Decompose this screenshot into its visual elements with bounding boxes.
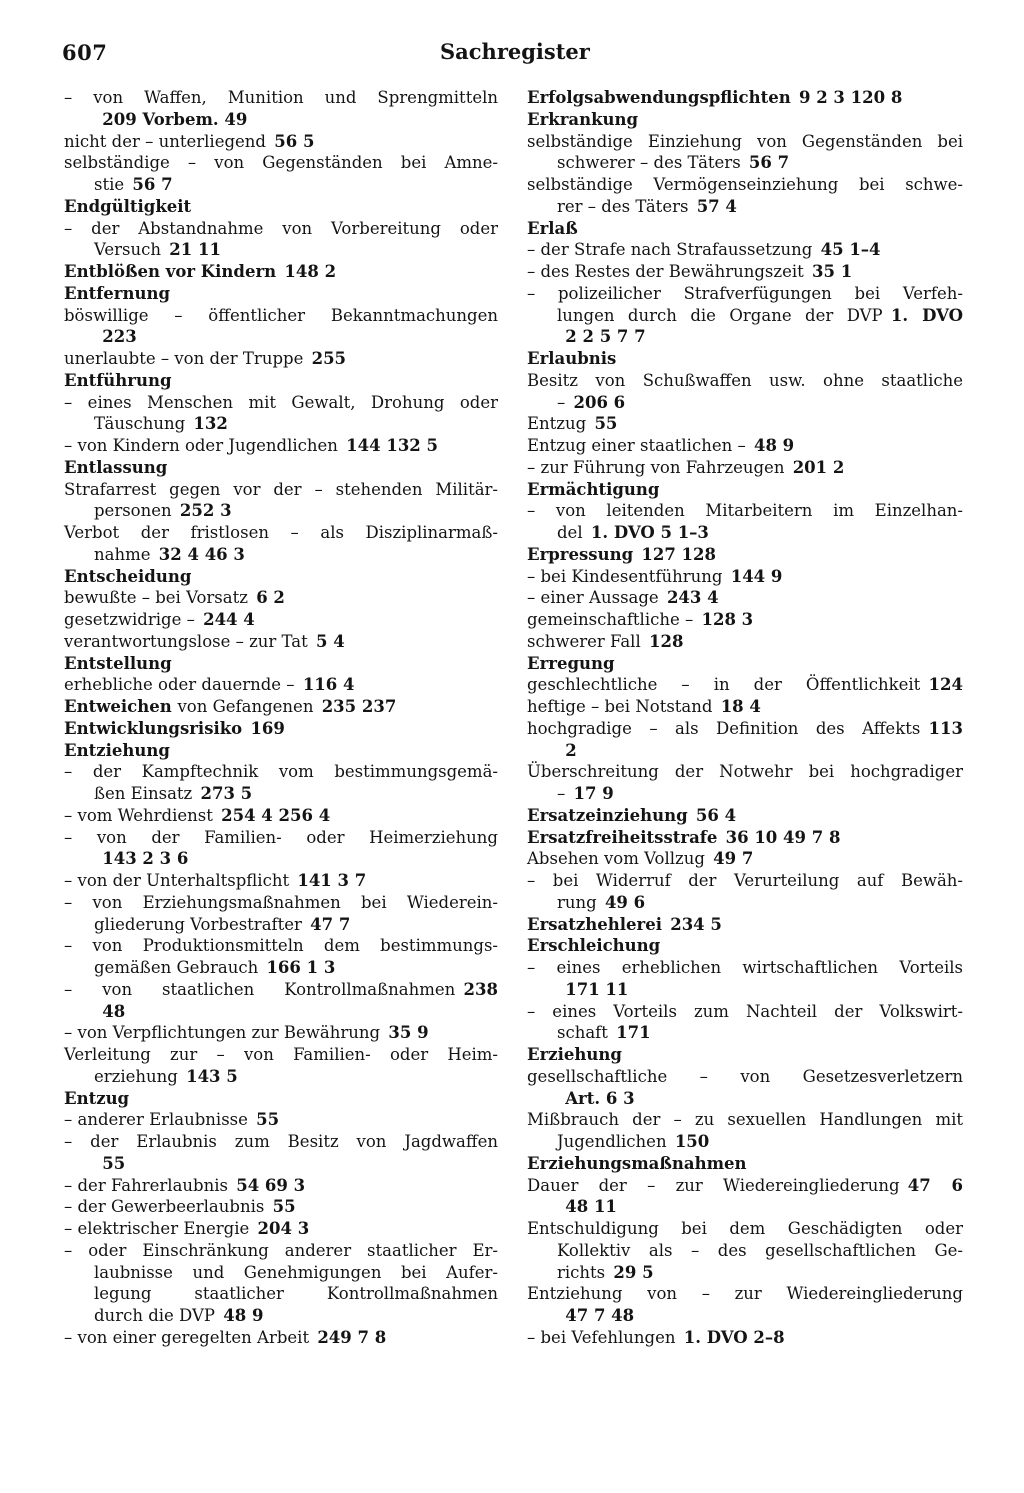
- index-entry: [64, 239, 498, 261]
- entry-text: laubnisse und Genehmigungen bei Aufer-: [94, 1262, 498, 1282]
- entry-reference: 32 4 46 3: [158, 544, 245, 564]
- index-entry: [64, 827, 498, 849]
- index-heading: [527, 935, 963, 957]
- index-entry: [64, 892, 498, 914]
- entry-reference: 55: [256, 1110, 280, 1130]
- index-entry: [64, 326, 498, 348]
- entry-text: Entweichen: [64, 697, 172, 716]
- index-entry: [527, 413, 963, 435]
- entry-reference: 116 4: [302, 675, 355, 695]
- index-entry: [527, 152, 963, 174]
- index-entry: [64, 1305, 498, 1327]
- page-number: 607: [62, 40, 108, 65]
- index-entry: [64, 1022, 498, 1044]
- entry-reference: 48 9: [223, 1306, 264, 1325]
- page-title: Sachregister: [440, 39, 590, 64]
- index-heading: [527, 805, 963, 827]
- entry-text: – der Kampftechnik vom bestimmungsgemä-: [64, 762, 498, 782]
- entry-text: Verleitung zur – von Familien- oder Heim-: [64, 1045, 498, 1064]
- index-heading: [527, 827, 963, 849]
- entry-text: – anderer Erlaubnisse: [64, 1110, 248, 1130]
- entry-reference: 36 10 49 7 8: [725, 827, 841, 847]
- entry-reference: 48: [102, 1001, 126, 1021]
- entry-text: – der Abstandnahme von Vorbereitung oder: [64, 218, 498, 238]
- index-entry: [64, 500, 498, 522]
- entry-text: Ersatzeinziehung: [527, 805, 688, 825]
- index-entry: [527, 1327, 963, 1349]
- entry-reference: 235 237: [321, 697, 397, 716]
- entry-text: – von leitenden Mitarbeitern im Einzelhan-: [527, 501, 963, 521]
- entry-text: Dauer der – zur Wiedereingliederung: [527, 1175, 900, 1195]
- entry-reference: 47 7 48: [565, 1306, 635, 1325]
- index-heading: [64, 283, 498, 305]
- entry-reference: 57 4: [696, 196, 737, 216]
- index-entry: [527, 1022, 963, 1044]
- index-entry: [64, 522, 498, 544]
- entry-text: gesetzwidrige –: [64, 610, 195, 629]
- entry-text: Jugendlichen: [557, 1132, 667, 1151]
- entry-text: Erfolgsabwendungspflichten: [527, 88, 791, 107]
- index-heading: [64, 566, 498, 588]
- index-entry: [64, 87, 498, 109]
- entry-text: Entschuldigung bei dem Geschädigten oder: [527, 1219, 963, 1238]
- entry-text: –: [557, 392, 566, 412]
- entry-reference: 18 4: [720, 697, 761, 716]
- index-entry: [527, 783, 963, 805]
- entry-reference: 244 4: [203, 610, 255, 629]
- index-entry: [64, 674, 498, 696]
- entry-text: – von Verpflichtungen zur Bewährung: [64, 1023, 381, 1043]
- index-entry: [527, 718, 963, 740]
- index-entry: [64, 1044, 498, 1066]
- index-entry: [527, 1109, 963, 1131]
- entry-text: Überschreitung der Notwehr bei hochgradiger: [527, 762, 963, 782]
- index-entry: [64, 783, 498, 805]
- entry-text: geschlechtliche – in der Öffentlichkeit: [527, 675, 921, 695]
- index-entry: [527, 1066, 963, 1088]
- entry-text: – von staatlichen Kontrollmaßnahmen: [64, 979, 456, 999]
- index-entry: [64, 1153, 498, 1175]
- entry-text: Verbot der fristlosen – als Disziplinarmaß-: [64, 523, 498, 542]
- entry-text: personen: [94, 501, 172, 521]
- index-entry: [527, 457, 963, 479]
- entry-reference: 55: [102, 1153, 126, 1173]
- entry-text: – des Restes der Bewährungszeit: [527, 262, 804, 281]
- entry-reference: 45 1–4: [820, 240, 881, 260]
- entry-text: – bei Widerruf der Verurteilung auf Bewäh-: [527, 871, 963, 890]
- entry-text: – von Kindern oder Jugendlichen: [64, 436, 338, 455]
- entry-text: Strafarrest gegen vor der – stehenden Militär-: [64, 479, 498, 499]
- index-heading: [527, 1044, 963, 1066]
- index-entry: [527, 587, 963, 609]
- index-entry: [527, 740, 963, 762]
- entry-reference: 113: [928, 718, 963, 738]
- entry-reference: Art. 6 3: [565, 1088, 635, 1108]
- entry-text: Absehen vom Vollzug: [527, 849, 705, 869]
- entry-reference: 48 11: [565, 1197, 617, 1217]
- index-entry: [64, 413, 498, 435]
- entry-reference: 249 7 8: [317, 1327, 387, 1347]
- index-entry: [527, 1001, 963, 1023]
- entry-reference: 54 69 3: [236, 1175, 306, 1195]
- index-entry: [527, 392, 963, 414]
- index-entry: [527, 522, 963, 544]
- index-entry: [527, 609, 963, 631]
- entry-text: Entzug: [64, 1088, 130, 1108]
- index-entry: [64, 1175, 498, 1197]
- entry-reference: 206 6: [573, 392, 626, 412]
- entry-text: verantwortungslose – zur Tat: [64, 631, 308, 651]
- entry-reference: 171 11: [565, 979, 629, 999]
- entry-text: Endgültigkeit: [64, 196, 192, 216]
- entry-reference: 148 2: [284, 262, 337, 281]
- entry-text: – bei Vefehlungen: [527, 1327, 676, 1347]
- entry-reference: 56 7: [132, 175, 173, 194]
- entry-text: Mißbrauch der – zu sexuellen Handlungen mit: [527, 1110, 963, 1130]
- index-heading: [64, 696, 498, 718]
- index-entry: [64, 957, 498, 979]
- entry-text: Entzug einer staatlichen –: [527, 436, 746, 455]
- entry-reference: 238: [463, 979, 498, 999]
- entry-text: del: [557, 523, 583, 542]
- entry-text: heftige – bei Notstand: [527, 697, 713, 716]
- entry-text: Kollektiv als – des gesellschaftlichen Ge-: [557, 1240, 963, 1260]
- entry-text: selbständige – von Gegenständen bei Amne-: [64, 153, 498, 173]
- entry-text: – eines Menschen mit Gewalt, Drohung oder: [64, 392, 498, 412]
- index-entry: [527, 1283, 963, 1305]
- entry-reference: 48 9: [753, 436, 795, 455]
- entry-reference: 143 2 3 6: [102, 849, 189, 869]
- entry-text: Erregung: [527, 653, 615, 673]
- entry-text: legung staatlicher Kontrollmaßnahmen: [94, 1284, 498, 1304]
- entry-text: Entziehung von – zur Wiedereingliederung: [527, 1284, 963, 1304]
- entry-reference: 2: [565, 740, 577, 760]
- index-heading: [64, 457, 498, 479]
- entry-text: Entfernung: [64, 283, 171, 303]
- entry-text: Erziehung: [527, 1045, 622, 1064]
- entry-text: nicht der – unterliegend: [64, 131, 266, 151]
- entry-text: hochgradige – als Definition des Affekts: [527, 718, 921, 738]
- entry-text: selbständige Vermögenseinziehung bei schwe-: [527, 175, 963, 194]
- entry-reference: 6 2: [256, 588, 285, 608]
- index-entry: [64, 609, 498, 631]
- entry-text: Entwicklungsrisiko: [64, 718, 243, 738]
- index-heading: [527, 87, 963, 109]
- entry-text: – von Produktionsmitteln dem bestimmungs-: [64, 936, 498, 956]
- entry-reference: 223: [102, 327, 137, 347]
- entry-text: –: [557, 784, 566, 803]
- entry-reference: 252 3: [179, 501, 232, 521]
- entry-text: – vom Wehrdienst: [64, 805, 213, 825]
- entry-text: Ermächtigung: [527, 479, 660, 499]
- entry-text: Erziehungsmaßnahmen: [527, 1153, 747, 1173]
- index-entry: [527, 1175, 963, 1197]
- entry-text: – bei Kindesentführung: [527, 566, 723, 586]
- entry-reference: 55: [594, 414, 618, 434]
- entry-reference: 56 4: [695, 805, 737, 825]
- index-heading: [527, 544, 963, 566]
- index-entry: [527, 674, 963, 696]
- entry-reference: 9 2 3 120 8: [798, 88, 903, 107]
- index-entry: [64, 848, 498, 870]
- index-entry: [64, 544, 498, 566]
- entry-reference: 166 1 3: [266, 958, 336, 977]
- entry-reference: 144 132 5: [346, 436, 439, 455]
- index-entry: [64, 435, 498, 457]
- index-entry: [64, 805, 498, 827]
- entry-text: Besitz von Schußwaffen usw. ohne staatliche: [527, 370, 963, 390]
- entry-text: stie: [94, 175, 125, 194]
- index-entry: [527, 1131, 963, 1153]
- index-heading: [527, 109, 963, 131]
- index-heading: [64, 740, 498, 762]
- entry-reference: 254 4 256 4: [221, 805, 331, 825]
- entry-reference: 127 128: [641, 544, 716, 564]
- entry-text: richts: [557, 1262, 606, 1282]
- entry-text: schwerer – des Täters: [557, 153, 741, 173]
- index-heading: [64, 370, 498, 392]
- entry-text: gliederung Vorbestrafter: [94, 914, 302, 934]
- index-heading: [64, 653, 498, 675]
- index-entry: [64, 761, 498, 783]
- index-entry: [527, 174, 963, 196]
- entry-text: unerlaubte – von der Truppe: [64, 349, 304, 368]
- index-heading: [527, 653, 963, 675]
- index-entry: [64, 479, 498, 501]
- entry-text: Entlassung: [64, 457, 168, 477]
- index-entry: [527, 870, 963, 892]
- entry-text: schwerer Fall: [527, 631, 641, 651]
- entry-text: Ersatzhehlerei: [527, 914, 662, 934]
- index-column-right: [527, 87, 963, 1349]
- index-entry: [64, 1131, 498, 1153]
- entry-text: – oder Einschränkung anderer staatlicher Er-: [64, 1240, 498, 1260]
- entry-text: – von der Unterhaltspflicht: [64, 871, 290, 890]
- entry-reference: 255: [311, 349, 347, 368]
- entry-text: – von einer geregelten Arbeit: [64, 1327, 310, 1347]
- entry-text: Entführung: [64, 370, 172, 390]
- entry-text: Erschleichung: [527, 936, 661, 956]
- entry-text: gemäßen Gebrauch: [94, 958, 259, 977]
- index-entry: [64, 1109, 498, 1131]
- index-entry: [527, 305, 963, 327]
- entry-text: Versuch: [94, 240, 162, 260]
- index-entry: [527, 848, 963, 870]
- entry-text: – zur Führung von Fahrzeugen: [527, 457, 785, 477]
- entry-reference: 21 11: [169, 240, 221, 260]
- index-entry: [527, 761, 963, 783]
- index-entry: [527, 500, 963, 522]
- index-entry: [64, 1196, 498, 1218]
- entry-text: erhebliche oder dauernde –: [64, 675, 295, 695]
- index-entry: [527, 239, 963, 261]
- entry-text: – elektrischer Energie: [64, 1219, 250, 1238]
- entry-text: – eines Vorteils zum Nachteil der Volkswirt-: [527, 1001, 963, 1021]
- index-heading: [527, 1153, 963, 1175]
- entry-text: – der Gewerbeerlaubnis: [64, 1197, 265, 1217]
- entry-reference: 17 9: [573, 784, 614, 803]
- entry-reference: 1. DVO 2–8: [683, 1327, 785, 1347]
- entry-text: nahme: [94, 544, 151, 564]
- index-entry: [64, 109, 498, 131]
- entry-reference: 171: [616, 1023, 651, 1043]
- entry-text: – der Strafe nach Strafaussetzung: [527, 240, 813, 260]
- entry-text: – polizeilicher Strafverfügungen bei Verfeh-: [527, 283, 963, 303]
- index-entry: [64, 131, 498, 153]
- entry-text: durch die DVP: [94, 1306, 215, 1325]
- index-entry: [64, 152, 498, 174]
- entry-text: Entzug: [527, 414, 587, 434]
- index-entry: [64, 1066, 498, 1088]
- index-entry: [527, 196, 963, 218]
- entry-reference: 150: [674, 1132, 710, 1151]
- entry-reference: 143 5: [186, 1066, 238, 1086]
- entry-reference: 47 6: [907, 1175, 963, 1195]
- entry-text: ßen Einsatz: [94, 784, 193, 803]
- index-heading: [64, 718, 498, 740]
- entry-reference: 49 7: [713, 849, 754, 869]
- index-heading: [527, 479, 963, 501]
- entry-reference: 201 2: [792, 457, 845, 477]
- index-entry: [527, 370, 963, 392]
- entry-text: – der Fahrerlaubnis: [64, 1175, 228, 1195]
- entry-tail-text: von Gefangenen: [177, 697, 314, 716]
- entry-reference: 29 5: [613, 1262, 654, 1282]
- index-entry: [527, 131, 963, 153]
- entry-reference: 1. DVO 5 1–3: [590, 523, 709, 542]
- index-heading: [527, 218, 963, 240]
- entry-text: böswillige – öffentlicher Bekanntmachungen: [64, 305, 498, 325]
- index-entry: [527, 1088, 963, 1110]
- index-entry: [527, 261, 963, 283]
- entry-text: bewußte – bei Vorsatz: [64, 588, 248, 608]
- entry-reference: 141 3 7: [297, 871, 367, 890]
- entry-reference: 273 5: [200, 784, 253, 803]
- entry-reference: 5 4: [316, 631, 345, 651]
- entry-text: – von Erziehungsmaßnahmen bei Wiederein-: [64, 892, 498, 912]
- entry-reference: 35 9: [388, 1023, 429, 1043]
- index-heading: [64, 196, 498, 218]
- entry-text: Erlaß: [527, 218, 578, 238]
- index-entry: [527, 957, 963, 979]
- index-heading: [64, 1088, 498, 1110]
- index-entry: [64, 1001, 498, 1023]
- entry-text: Erkrankung: [527, 109, 639, 129]
- index-entry: [527, 326, 963, 348]
- index-entry: [527, 283, 963, 305]
- entry-text: – von der Familien- oder Heimerziehung: [64, 827, 498, 847]
- entry-reference: 128 3: [701, 610, 754, 629]
- entry-reference: 132: [193, 414, 228, 434]
- index-entry: [64, 631, 498, 653]
- entry-text: Entstellung: [64, 653, 172, 673]
- index-entry: [64, 218, 498, 240]
- index-entry: [64, 1262, 498, 1284]
- entry-text: rer – des Täters: [557, 196, 689, 216]
- entry-text: rung: [557, 892, 597, 912]
- entry-reference: 55: [272, 1197, 296, 1217]
- index-entry: [64, 870, 498, 892]
- entry-text: gemeinschaftliche –: [527, 610, 694, 629]
- entry-text: erziehung: [94, 1066, 178, 1086]
- entry-reference: 47 7: [310, 914, 351, 934]
- entry-text: gesellschaftliche – von Gesetzesverletzern: [527, 1066, 963, 1086]
- index-entry: [527, 1196, 963, 1218]
- entry-reference: 56 5: [274, 131, 315, 151]
- entry-reference: 128: [648, 631, 684, 651]
- entry-text: Erlaubnis: [527, 349, 617, 368]
- index-entry: [527, 892, 963, 914]
- entry-reference: 124: [928, 675, 963, 695]
- entry-text: Täuschung: [94, 414, 186, 434]
- index-entry: [64, 392, 498, 414]
- index-entry: [64, 174, 498, 196]
- entry-reference: 2 2 5 7 7: [565, 327, 646, 347]
- index-entry: [64, 935, 498, 957]
- index-heading: [64, 261, 498, 283]
- entry-text: Entziehung: [64, 740, 170, 760]
- entry-reference: 144 9: [730, 566, 783, 586]
- entry-text: Entblößen vor Kindern: [64, 262, 277, 281]
- entry-text: – einer Aussage: [527, 588, 659, 608]
- index-entry: [64, 1283, 498, 1305]
- entry-reference: 169: [250, 718, 285, 738]
- index-entry: [527, 1305, 963, 1327]
- index-entry: [64, 979, 498, 1001]
- entry-text: selbständige Einziehung von Gegenständen bei: [527, 131, 963, 151]
- index-entry: [527, 1262, 963, 1284]
- entry-reference: 56 7: [748, 153, 790, 173]
- entry-text: schaft: [557, 1023, 608, 1043]
- entry-text: Entscheidung: [64, 566, 192, 586]
- entry-text: – der Erlaubnis zum Besitz von Jagdwaffen: [64, 1132, 498, 1151]
- index-entry: [64, 587, 498, 609]
- index-entry: [527, 1240, 963, 1262]
- entry-reference: 35 1: [812, 262, 853, 281]
- entry-text: – von Waffen, Munition und Sprengmitteln: [64, 88, 498, 107]
- index-entry: [527, 435, 963, 457]
- index-entry: [527, 631, 963, 653]
- entry-text: lungen durch die Organe der DVP: [557, 305, 883, 325]
- index-entry: [527, 1218, 963, 1240]
- index-entry: [64, 348, 498, 370]
- entry-reference: 243 4: [666, 588, 719, 608]
- entry-text: Erpressung: [527, 544, 634, 564]
- index-entry: [64, 1218, 498, 1240]
- entry-reference: 49 6: [604, 892, 646, 912]
- index-heading: [527, 914, 963, 936]
- index-entry: [527, 566, 963, 588]
- index-column-left: [64, 87, 498, 1349]
- entry-reference: 1. DVO: [890, 305, 964, 325]
- entry-reference: 204 3: [257, 1219, 310, 1238]
- index-entry: [527, 979, 963, 1001]
- index-entry: [64, 1327, 498, 1349]
- index-entry: [64, 1240, 498, 1262]
- entry-reference: 234 5: [670, 914, 722, 934]
- index-entry: [64, 914, 498, 936]
- entry-text: Ersatzfreiheitsstrafe: [527, 827, 718, 847]
- index-entry: [527, 696, 963, 718]
- entry-reference: 209 Vorbem. 49: [102, 109, 248, 129]
- index-entry: [64, 305, 498, 327]
- entry-text: – eines erheblichen wirtschaftlichen Vorteils: [527, 958, 963, 977]
- index-heading: [527, 348, 963, 370]
